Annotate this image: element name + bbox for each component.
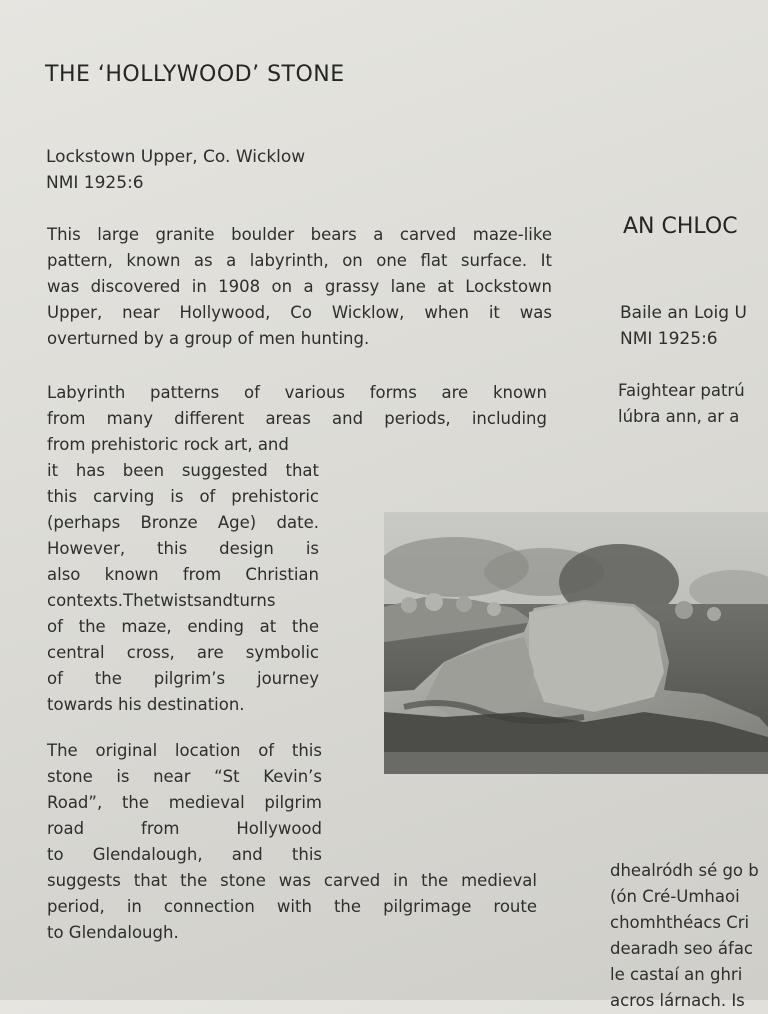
panel-title: THE ‘HOLLYWOOD’ STONE (45, 62, 345, 87)
text-line: contexts.Thetwistsandturns (47, 591, 276, 610)
text-line: However, this design is (47, 539, 319, 558)
text-line: (perhaps Bronze Age) date. (47, 513, 319, 532)
text-line: road from Hollywood (47, 819, 322, 838)
text-line: overturned by a group of men hunting. (47, 329, 370, 348)
text-line: from prehistoric rock art, and (47, 435, 289, 454)
text-line: was discovered in 1908 on a grassy lane at Lockstown (47, 277, 552, 296)
register-number: NMI 1925:6 (46, 173, 144, 193)
irish-paragraph-bottom (610, 858, 759, 1014)
text-line: Labyrinth patterns of various forms are known (47, 383, 547, 402)
find-location: Lockstown Upper, Co. Wicklow (46, 147, 306, 167)
text-line: (ón Cré-Umhaoi (610, 887, 740, 906)
text-line: Faightear patrú (618, 381, 745, 400)
text-line: period, in connection with the pilgrimage route (47, 897, 537, 916)
irish-register-number: NMI 1925:6 (620, 329, 718, 349)
text-line: also known from Christian (47, 565, 319, 584)
stone-photograph-image (384, 512, 768, 774)
text-line: dhealródh sé go b (610, 861, 759, 880)
text-line: This large granite boulder bears a carved maze-like (47, 225, 552, 244)
text-line: suggests that the stone was carved in the medieval (47, 871, 537, 890)
object-details (46, 144, 305, 196)
irish-panel-title: AN CHLOC (623, 214, 738, 239)
irish-object-details (620, 300, 747, 352)
text-line: acros lárnach. Is (610, 991, 745, 1010)
text-line: of the pilgrim’s journey (47, 669, 319, 688)
text-line: The original location of this (47, 741, 322, 760)
text-line: towards his destination. (47, 695, 245, 714)
text-line: it has been suggested that (47, 461, 319, 480)
text-line: dearadh seo áfac (610, 939, 753, 958)
text-line: central cross, are symbolic (47, 643, 319, 662)
text-line: to Glendalough, and this (47, 845, 322, 864)
stone-photograph (384, 512, 768, 774)
text-line: Road”, the medieval pilgrim (47, 793, 322, 812)
irish-find-location: Baile an Loig U (620, 303, 747, 323)
text-line: Upper, near Hollywood, Co Wicklow, when it was (47, 303, 552, 322)
irish-paragraph-top (618, 378, 745, 430)
text-line: this carving is of prehistoric (47, 487, 319, 506)
description-paragraph-1 (47, 222, 552, 352)
text-line: pattern, known as a labyrinth, on one flat surface. It (47, 251, 552, 270)
text-line: stone is near “St Kevin’s (47, 767, 322, 786)
text-line: le castaí an ghri (610, 965, 743, 984)
text-line: to Glendalough. (47, 923, 179, 942)
text-line: of the maze, ending at the (47, 617, 319, 636)
text-line: chomhthéacs Cri (610, 913, 750, 932)
text-line: lúbra ann, ar a (618, 407, 740, 426)
text-line: from many different areas and periods, including (47, 409, 547, 428)
